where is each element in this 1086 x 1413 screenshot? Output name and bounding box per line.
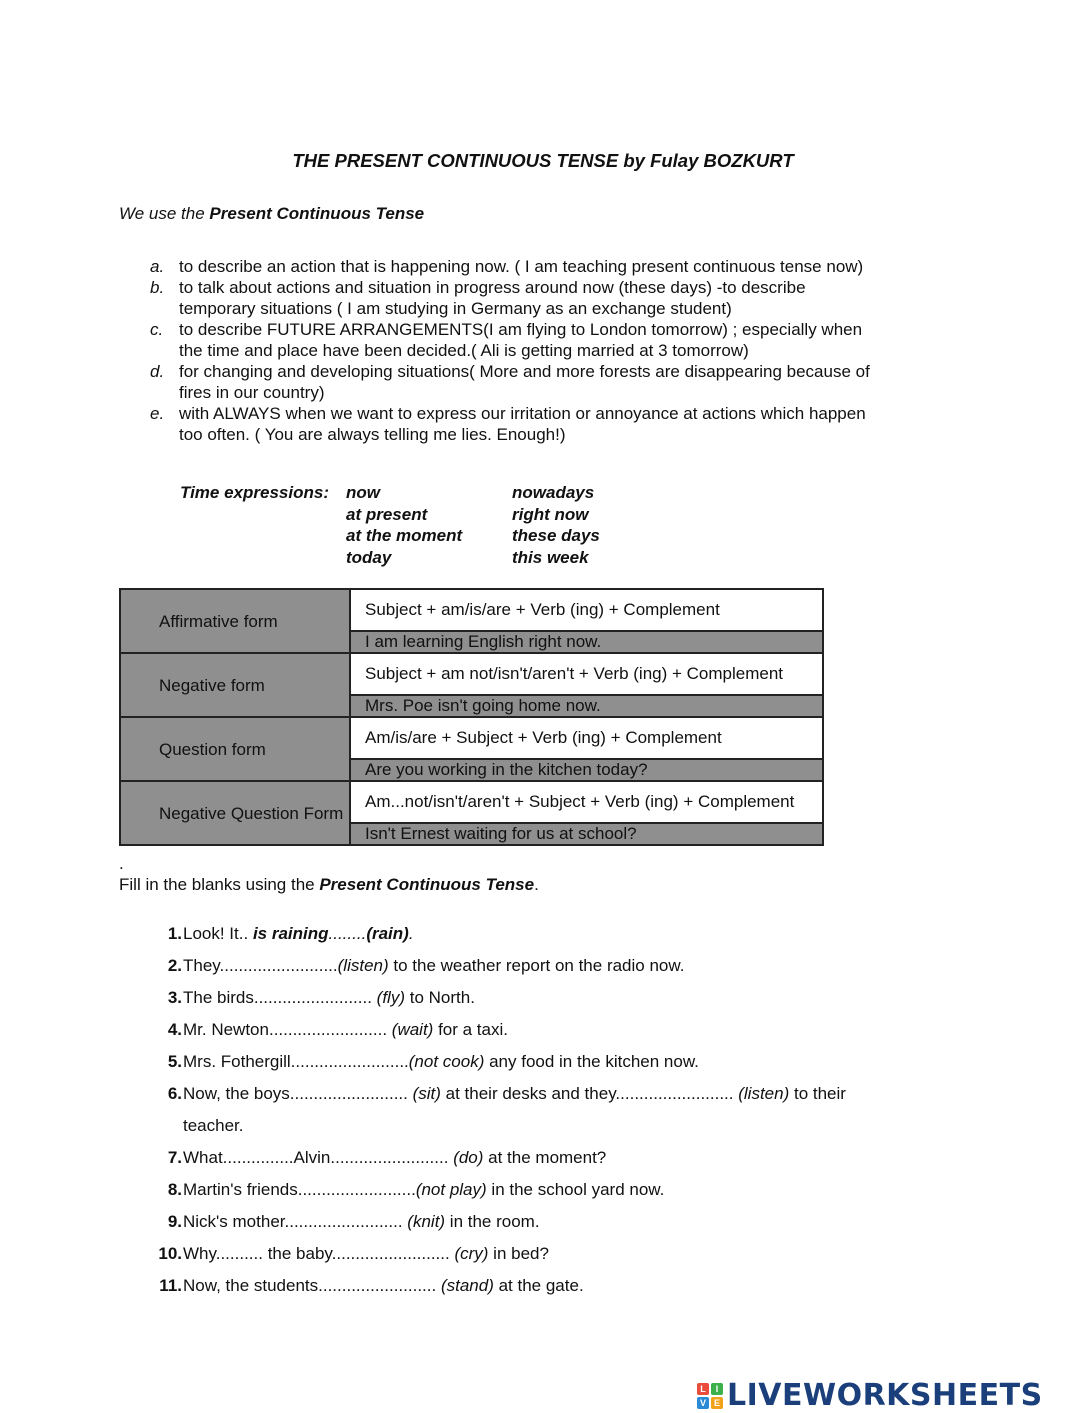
forms-table [119, 588, 824, 846]
usage-item [150, 319, 880, 361]
logo-tile: I [711, 1383, 723, 1395]
exercise-number: 3. [167, 988, 182, 1007]
exercise-number: 4. [167, 1020, 182, 1039]
form-row [120, 781, 823, 823]
exercise-item [150, 1078, 880, 1142]
usage-label: c. [150, 320, 164, 339]
form-example: Isn't Ernest waiting for us at school? [350, 823, 823, 845]
time-expression: this week [512, 547, 589, 567]
exercise-number: 10. [158, 1244, 182, 1263]
exercise-text [182, 1206, 540, 1238]
form-name: Negative Question Form [120, 781, 350, 845]
exercise-item [150, 1238, 880, 1270]
instructions-bold: Present Continuous Tense [319, 875, 535, 894]
form-name: Question form [120, 717, 350, 781]
logo-tile: L [697, 1383, 709, 1395]
exercise-item [150, 982, 880, 1014]
exercise-verb-hint: (knit) [407, 1212, 446, 1231]
logo-text: LIVEWORKSHEETS [727, 1378, 1043, 1413]
exercise-number: 11. [159, 1276, 182, 1295]
time-expressions-label: Time expressions: [180, 483, 329, 502]
intro-text [119, 204, 424, 224]
exercise-item [150, 1206, 880, 1238]
form-rule: Am/is/are + Subject + Verb (ing) + Complement [350, 717, 823, 759]
exercise-list [150, 918, 880, 1302]
exercise-number: 5. [167, 1052, 182, 1071]
exercise-text-part: at the gate. [493, 1276, 584, 1295]
exercise-text [182, 918, 414, 950]
exercise-number: 9. [167, 1212, 182, 1231]
form-example: Mrs. Poe isn't going home now. [350, 695, 823, 717]
exercise-answer: is raining [252, 924, 329, 943]
form-example: Are you working in the kitchen today? [350, 759, 823, 781]
exercise-text-part: They......................... [183, 956, 338, 975]
exercise-text [182, 1142, 606, 1174]
form-rule: Subject + am not/isn't/aren't + Verb (ing) + Complement [350, 653, 823, 695]
form-rule: Am...not/isn't/aren't + Subject + Verb (ing) + Complement [350, 781, 823, 823]
exercise-number: 8. [167, 1180, 182, 1199]
usage-list [150, 256, 880, 445]
time-expression: now [346, 483, 380, 502]
form-row [120, 589, 823, 631]
exercise-text [182, 982, 475, 1014]
page-title: THE PRESENT CONTINUOUS TENSE by Fulay BOZKURT [292, 150, 794, 171]
exercise-text-part: The birds......................... [183, 988, 377, 1007]
exercise-number: 6. [167, 1084, 182, 1103]
exercise-verb-hint: (sit) [412, 1084, 441, 1103]
exercise-item [150, 1174, 880, 1206]
exercise-text-part: Martin's friends......................... [183, 1180, 416, 1199]
usage-label: a. [150, 257, 165, 276]
exercise-verb-hint: ........ [328, 924, 367, 943]
exercise-text-part: at the moment? [483, 1148, 607, 1167]
liveworksheets-logo [697, 1378, 1043, 1413]
exercise-text [182, 1014, 508, 1046]
form-row [120, 717, 823, 759]
logo-tiles-icon [697, 1383, 723, 1409]
exercise-text-part: Why.......... the baby......................... [183, 1244, 455, 1263]
usage-item [150, 256, 880, 277]
time-expression: right now [512, 504, 589, 524]
usage-text: with ALWAYS when we want to express our irritation or annoyance at actions which happen too often. ( You are always telling me lies. Enough!) [179, 404, 866, 444]
usage-item [150, 361, 880, 403]
exercise-verb-hint: (fly) [376, 988, 405, 1007]
time-expression: at present [346, 504, 428, 524]
form-row [120, 653, 823, 695]
form-example: I am learning English right now. [350, 631, 823, 653]
exercise-item [150, 1142, 880, 1174]
usage-text: for changing and developing situations( More and more forests are disappearing because of fires in our country) [179, 362, 870, 402]
exercise-text-part: What...............Alvin......................... [183, 1148, 454, 1167]
usage-item [150, 403, 880, 445]
exercise-text [182, 1270, 584, 1302]
instructions [119, 875, 539, 895]
exercise-answer: (rain) [366, 924, 409, 943]
usage-text: to talk about actions and situation in progress around now (these days) -to describe temporary situations ( I am studying in Germany as an exchange student) [179, 278, 806, 318]
exercise-item [150, 1046, 880, 1078]
exercise-text [182, 1078, 880, 1142]
exercise-number: 7. [167, 1148, 182, 1167]
exercise-text-part: Nick's mother......................... [183, 1212, 408, 1231]
separator-dot: . [119, 854, 124, 873]
exercise-text-part: in the room. [445, 1212, 540, 1231]
exercise-text-part: to their teacher. [183, 1084, 846, 1135]
logo-tile: E [711, 1397, 723, 1409]
instructions-suffix: . [534, 875, 539, 894]
exercise-text-part: to North. [405, 988, 475, 1007]
exercise-text-part: Mr. Newton......................... [183, 1020, 392, 1039]
exercise-text-part: at their desks and they......................... [440, 1084, 739, 1103]
usage-text: to describe an action that is happening now. ( I am teaching present continuous tense now) [179, 257, 864, 276]
exercise-text [182, 1174, 664, 1206]
logo-tile: V [697, 1397, 709, 1409]
exercise-verb-hint: (do) [453, 1148, 484, 1167]
time-expression: today [346, 547, 392, 567]
exercise-verb-hint: . [408, 924, 414, 943]
exercise-text [182, 1238, 549, 1270]
exercise-text-part: Mrs. Fothergill......................... [183, 1052, 409, 1071]
exercise-number: 2. [167, 956, 182, 975]
exercise-text [182, 950, 684, 982]
exercise-verb-hint: (not cook) [408, 1052, 485, 1071]
exercise-item [150, 1014, 880, 1046]
form-rule: Subject + am/is/are + Verb (ing) + Complement [350, 589, 823, 631]
usage-label: e. [150, 404, 165, 423]
exercise-verb-hint: (listen) [738, 1084, 790, 1103]
usage-text: to describe FUTURE ARRANGEMENTS(I am flying to London tomorrow) ; especially when the time and place have been decided.( Ali is getting married at 3 tomorrow) [179, 320, 863, 360]
time-expression: at the moment [346, 526, 463, 545]
form-name: Negative form [120, 653, 350, 717]
exercise-verb-hint: (wait) [391, 1020, 434, 1039]
intro-prefix: We use the [119, 204, 210, 223]
time-expression: these days [512, 526, 600, 545]
exercise-verb-hint: (stand) [440, 1276, 494, 1295]
exercise-item [150, 950, 880, 982]
exercise-item [150, 1270, 880, 1302]
form-name: Affirmative form [120, 589, 350, 653]
exercise-text-part: in bed? [488, 1244, 549, 1263]
instructions-prefix: Fill in the blanks using the [119, 875, 320, 894]
exercise-verb-hint: (listen) [337, 956, 389, 975]
exercise-text-part: to the weather report on the radio now. [388, 956, 685, 975]
exercise-verb-hint: (not play) [415, 1180, 487, 1199]
exercise-text-part: in the school yard now. [486, 1180, 665, 1199]
usage-label: b. [150, 278, 165, 297]
exercise-item [150, 918, 880, 950]
exercise-number: 1. [167, 924, 182, 943]
exercise-text-part: Now, the boys......................... [183, 1084, 413, 1103]
time-expression: nowadays [512, 483, 595, 502]
exercise-verb-hint: (cry) [454, 1244, 489, 1263]
intro-bold: Present Continuous Tense [209, 204, 425, 223]
exercise-text-part: Look! It.. [183, 924, 253, 943]
exercise-text-part: any food in the kitchen now. [484, 1052, 699, 1071]
exercise-text-part: Now, the students......................... [183, 1276, 441, 1295]
exercise-text [182, 1046, 699, 1078]
usage-item [150, 277, 880, 319]
usage-label: d. [150, 362, 165, 381]
exercise-text-part: for a taxi. [433, 1020, 508, 1039]
